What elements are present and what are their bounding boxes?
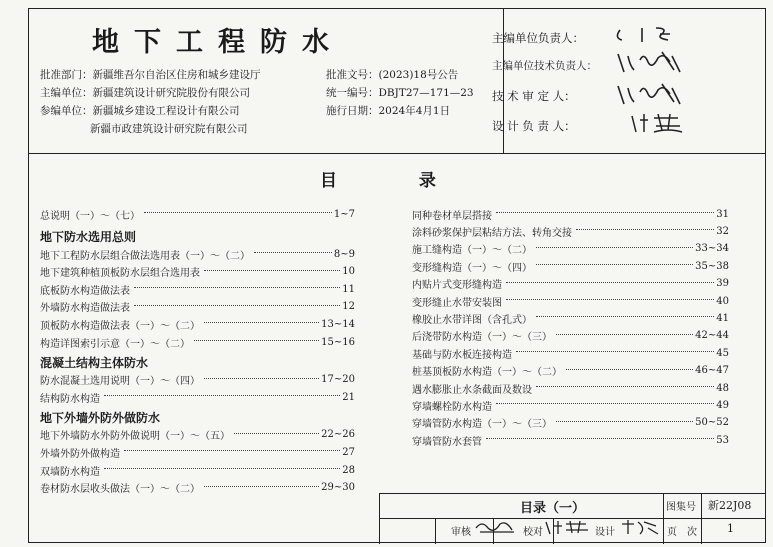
toc-entry-label: 总说明（一）～（七） — [40, 210, 140, 222]
signature-design-lead — [628, 110, 688, 136]
chief-editor-unit: 主编单位：新疆建筑设计研究院股份有限公司 — [40, 87, 250, 99]
toc-entry-label: 涂料砂浆保护层粘结方法、转角交接 — [412, 227, 572, 239]
titleblock-vline-3 — [435, 518, 436, 544]
toc-entry-label: 双墙防水构造 — [40, 466, 100, 478]
toc-entry[interactable] — [40, 299, 355, 315]
signature-chief-unit-lead — [612, 24, 702, 46]
leader-dots — [254, 252, 332, 253]
toc-entry-label: 外墙防水构造做法表 — [40, 303, 130, 315]
toc-entry-page: 53 — [716, 434, 729, 446]
signature-chief-unit-tech-lead — [614, 48, 694, 76]
toc-entry-label: 遇水膨胀止水条截面及数设 — [412, 384, 532, 396]
leader-dots — [536, 247, 693, 248]
leader-dots — [506, 299, 714, 300]
toc-entry-page: 49 — [716, 399, 729, 411]
toc-entry-page: 41 — [716, 312, 729, 324]
atlas-number: 新22J08 — [708, 499, 752, 512]
design-label: 设计 — [595, 527, 615, 538]
leader-dots — [556, 421, 693, 422]
toc-entry-label: 顶板防水构造做法表（一）～（二） — [40, 320, 200, 332]
titleblock-name: 目录（一） — [520, 501, 586, 516]
toc-entry[interactable] — [40, 246, 355, 262]
toc-entry[interactable] — [412, 223, 729, 239]
toc-entry-label: 橡胶止水带详图（含孔式） — [412, 314, 532, 326]
toc-entry-label: 穿墙管防水套管 — [412, 436, 482, 448]
toc-entry[interactable] — [40, 480, 355, 496]
signature-checker — [544, 518, 590, 536]
toc-entry-label: 地下建筑种植顶板防水层组合选用表 — [40, 268, 200, 280]
leader-dots — [204, 378, 319, 379]
toc-entry-page: 39 — [716, 278, 729, 290]
leader-dots — [506, 282, 714, 283]
toc-entry-page: 21 — [342, 391, 355, 403]
toc-entry-label: 卷材防水层收头做法（一）～（二） — [40, 484, 200, 496]
toc-entry-label: 外墙外防外做构造 — [40, 448, 120, 460]
design-lead-label: 设 计 负 责 人： — [492, 119, 576, 133]
toc-entry-label: 防水混凝土选用说明（一）～（四） — [40, 376, 200, 388]
approval-dept: 批准部门：新疆维吾尔自治区住房和城乡建设厅 — [40, 69, 261, 81]
page-title: 地下工程防水 — [92, 27, 344, 58]
leader-dots — [124, 450, 340, 451]
leader-dots — [536, 386, 714, 387]
toc-entry[interactable] — [412, 380, 729, 396]
toc-entry-page: 1~7 — [333, 208, 355, 220]
toc-entry-label: 穿墙管防水构造（一）～（三） — [412, 419, 552, 431]
toc-entry[interactable] — [412, 276, 729, 292]
leader-dots — [536, 316, 714, 317]
toc-entry-page: 27 — [342, 446, 355, 458]
leader-dots — [134, 287, 340, 288]
toc-section-heading: 地下外墙外防外做防水 — [40, 410, 161, 425]
toc-entry[interactable] — [412, 206, 729, 222]
toc-entry[interactable] — [40, 316, 355, 332]
toc-right-column — [412, 206, 729, 466]
toc-entry-page: 13~14 — [321, 318, 355, 330]
toc-entry[interactable] — [412, 345, 729, 361]
titleblock-vline-2 — [701, 493, 702, 544]
toc-entry-label: 穿墙螺栓防水构造 — [412, 401, 492, 413]
toc-entry[interactable] — [412, 328, 729, 344]
toc-entry[interactable] — [40, 264, 355, 280]
leader-dots — [566, 369, 693, 370]
participating-unit-1: 参编单位：新疆城乡建设工程设计有限公司 — [40, 105, 240, 117]
toc-entry[interactable] — [412, 241, 729, 257]
toc-entry-page: 29~30 — [321, 482, 355, 494]
toc-entry-page: 50~52 — [695, 417, 729, 429]
toc-entry-label: 变形缝构造（一）～（四） — [412, 262, 532, 274]
leader-dots — [536, 264, 693, 265]
toc-entry-label: 基础与防水板连接构造 — [412, 349, 512, 361]
toc-entry-label: 结构防水构造 — [40, 393, 100, 405]
unified-number: 统一编号：DBJT27—171—23 — [326, 87, 474, 99]
leader-dots — [486, 438, 714, 439]
toc-entry-page: 33~34 — [695, 243, 729, 255]
toc-entry[interactable] — [40, 334, 355, 350]
toc-section-heading: 混凝土结构主体防水 — [40, 355, 149, 370]
toc-entry-label: 底板防水构造做法表 — [40, 285, 130, 297]
leader-dots — [134, 305, 340, 306]
toc-entry-page: 15~16 — [321, 336, 355, 348]
check-label: 校对 — [523, 527, 543, 538]
toc-entry[interactable] — [412, 363, 729, 379]
toc-entry[interactable] — [40, 427, 355, 443]
toc-entry-page: 12 — [342, 301, 355, 313]
titleblock-vline-1 — [663, 493, 664, 544]
toc-entry-label: 同种卷材单层搭接 — [412, 210, 492, 222]
toc-entry[interactable] — [412, 397, 729, 413]
leader-dots — [496, 212, 714, 213]
leader-dots — [516, 351, 714, 352]
toc-entry[interactable] — [412, 415, 729, 431]
signature-designer — [620, 518, 660, 536]
leader-dots — [496, 403, 714, 404]
toc-entry[interactable] — [40, 462, 355, 478]
titleblock-top-line — [379, 493, 765, 494]
toc-entry-page: 45 — [716, 347, 729, 359]
toc-entry-page: 42~44 — [695, 330, 729, 342]
toc-entry-label: 变形缝止水带安装图 — [412, 297, 502, 309]
leader-dots — [204, 270, 340, 271]
tech-reviewer-label: 技 术 审 定 人： — [492, 89, 576, 103]
toc-entry[interactable] — [412, 293, 729, 309]
toc-entry-page: 8~9 — [333, 248, 355, 260]
toc-entry[interactable] — [40, 206, 355, 222]
toc-entry[interactable] — [412, 258, 729, 274]
header-divider — [29, 153, 765, 154]
toc-entry-page: 46~47 — [695, 365, 729, 377]
chief-unit-tech-lead-label: 主编单位技术负责人： — [492, 60, 597, 72]
leader-dots — [204, 486, 319, 487]
titleblock-left-line — [379, 493, 380, 544]
toc-entry[interactable] — [40, 389, 355, 405]
toc-entry-page: 40 — [716, 295, 729, 307]
toc-entry-page: 10 — [342, 266, 355, 278]
toc-entry-label: 构造详图索引示意（一）～（二） — [40, 338, 190, 350]
toc-entry[interactable] — [40, 372, 355, 388]
leader-dots — [234, 433, 319, 434]
atlas-label: 图集号 — [666, 502, 696, 513]
toc-entry-page: 11 — [342, 283, 355, 295]
toc-entry-label: 桩基顶板防水构造（一）～（二） — [412, 367, 562, 379]
page-number: 1 — [727, 522, 734, 535]
toc-entry-page: 22~26 — [321, 429, 355, 441]
leader-dots — [144, 212, 332, 213]
signature-tech-reviewer — [614, 80, 694, 108]
toc-section-heading: 地下防水选用总则 — [40, 230, 137, 244]
toc-entry-page: 35~38 — [695, 260, 729, 272]
toc-entry-page: 17~20 — [321, 374, 355, 386]
toc-entry-label: 内贴片式变形缝构造 — [412, 280, 502, 292]
leader-dots — [104, 468, 340, 469]
toc-entry[interactable] — [412, 310, 729, 326]
toc-entry[interactable] — [40, 444, 355, 460]
toc-entry-label: 地下工程防水层组合做法选用表（一）～（二） — [40, 250, 250, 262]
toc-entry-page: 32 — [716, 225, 729, 237]
leader-dots — [576, 229, 714, 230]
toc-entry-label: 地下外墙防水外防外做说明（一）～（五） — [40, 431, 230, 443]
leader-dots — [104, 395, 340, 396]
toc-entry[interactable] — [412, 432, 729, 448]
review-label: 审核 — [451, 527, 471, 538]
signature-reviewer — [474, 518, 520, 536]
toc-entry[interactable] — [40, 281, 355, 297]
leader-dots — [556, 334, 693, 335]
toc-entry-page: 28 — [342, 464, 355, 476]
toc-entry-label: 施工缝构造（一）～（二） — [412, 245, 532, 257]
participating-unit-2: 新疆市政建筑设计研究院有限公司 — [90, 123, 248, 135]
leader-dots — [204, 322, 319, 323]
page-label: 页 次 — [667, 527, 697, 538]
toc-entry-page: 31 — [716, 208, 729, 220]
chief-unit-lead-label: 主编单位负责人： — [492, 31, 584, 45]
toc-left-column — [40, 206, 355, 506]
toc-heading: 目 录 — [320, 171, 474, 191]
approval-number: 批准文号：(2023)18号公告 — [326, 69, 459, 81]
effective-date: 施行日期：2024年4月1日 — [326, 105, 451, 117]
toc-entry-page: 48 — [716, 382, 729, 394]
leader-dots — [194, 340, 319, 341]
toc-entry-label: 后浇带防水构造（一）～（三） — [412, 332, 552, 344]
